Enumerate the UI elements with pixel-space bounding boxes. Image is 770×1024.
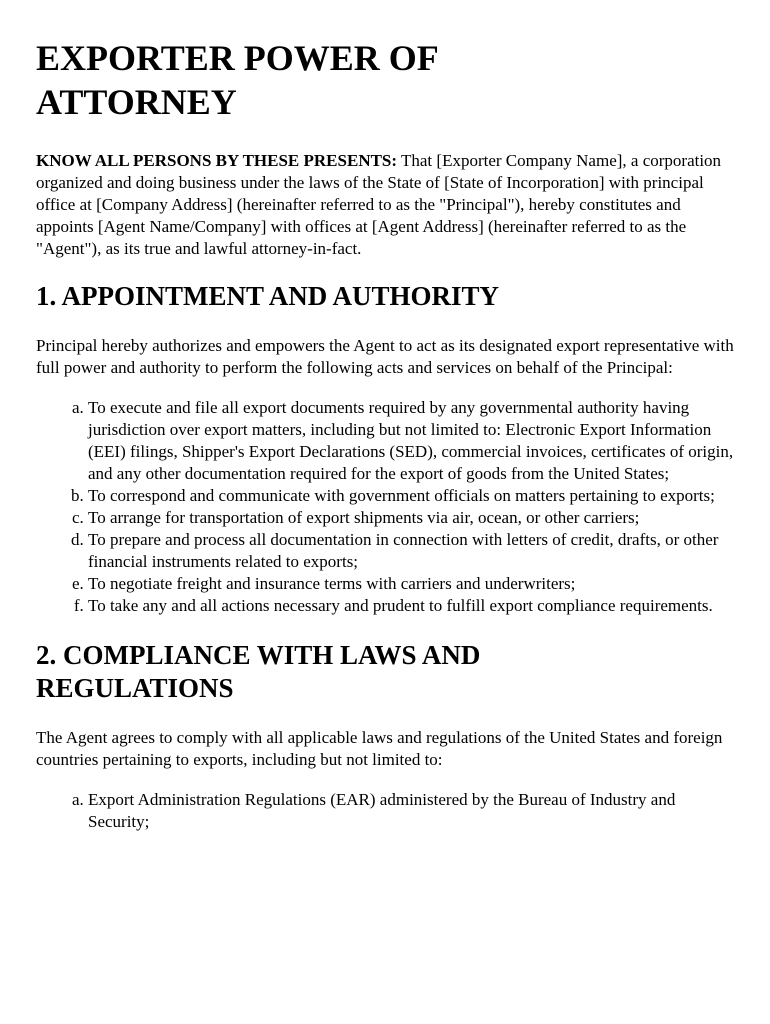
intro-text: That [Exporter Company Name], a corporation organized and doing business under the laws of the State of [State of Incorporation] with principal office at [Company Address] (hereinafter referred to as the "Principal"), hereby constitutes and appoints [Agent Name/Company] with offices at [Agent Address] (hereinafter referred to as the "Agent"), as its true and lawful attorney-in-fact. xyxy=(36,151,722,258)
list-item: e. To negotiate freight and insurance terms with carriers and underwriters; xyxy=(88,573,734,595)
section-compliance xyxy=(36,639,734,833)
list-item: d. To prepare and process all documentation in connection with letters of credit, drafts, or other financial instruments related to exports; xyxy=(88,529,734,573)
section-heading: 2. COMPLIANCE WITH LAWS AND REGULATIONS xyxy=(36,640,481,703)
list-item: c. To arrange for transportation of export shipments via air, ocean, or other carriers; xyxy=(88,507,734,529)
regulations-list xyxy=(36,789,734,833)
list-item: a. To execute and file all export documents required by any governmental authority having jurisdiction over export matters, including but not limited to: Electronic Export Information (EEI) filings, Shipper's Export Declarations (SED), commercial invoices, certificates of origin, and any other documentation required for the export of goods from the United States; xyxy=(88,397,734,485)
intro-paragraph xyxy=(36,150,734,260)
section-body: The Agent agrees to comply with all applicable laws and regulations of the United States and foreign countries pertaining to exports, including but not limited to: xyxy=(36,728,723,769)
section-body: Principal hereby authorizes and empowers the Agent to act as its designated export representative with full power and authority to perform the following acts and services on behalf of the Principal: xyxy=(36,336,734,377)
list-item: f. To take any and all actions necessary and prudent to fulfill export compliance requirements. xyxy=(88,595,734,617)
intro-lead: KNOW ALL PERSONS BY THESE PRESENTS: xyxy=(36,151,398,170)
document-title: EXPORTER POWER OF ATTORNEY xyxy=(36,38,438,122)
list-item: b. To correspond and communicate with government officials on matters pertaining to exports; xyxy=(88,485,734,507)
section-appointment xyxy=(36,280,734,617)
authority-list xyxy=(36,397,734,617)
section-heading: 1. APPOINTMENT AND AUTHORITY xyxy=(36,281,500,311)
list-item: a. Export Administration Regulations (EAR) administered by the Bureau of Industry and Security; xyxy=(88,789,734,833)
